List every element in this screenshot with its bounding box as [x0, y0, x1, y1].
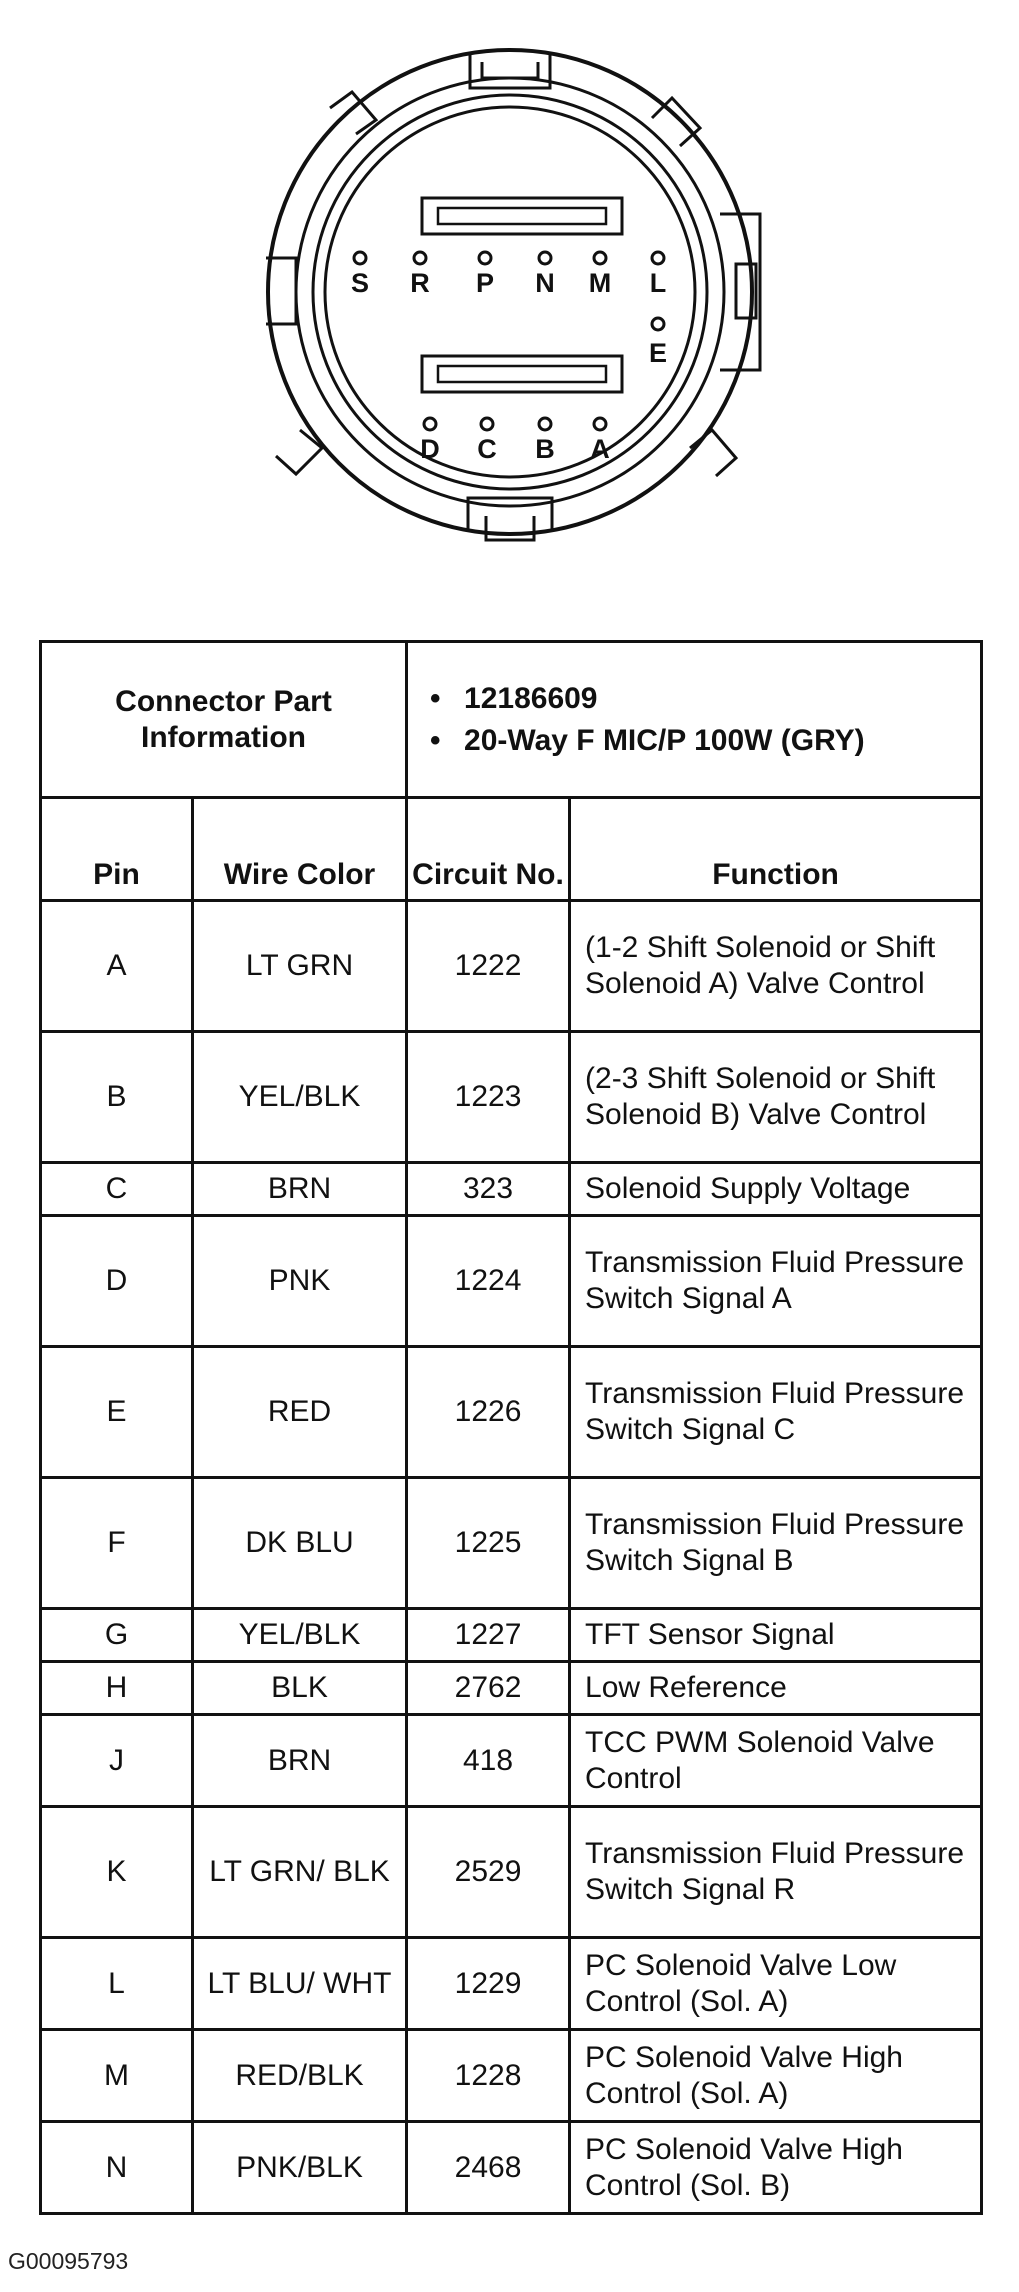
- function-cell: PC Solenoid Valve High Control (Sol. B): [570, 2122, 982, 2214]
- table-row: [41, 1163, 982, 1216]
- header-pin: Pin: [41, 798, 193, 901]
- connector-info-label: Connector Part Information: [41, 642, 407, 798]
- header-function: Function: [570, 798, 982, 901]
- bullet-icon: •: [430, 723, 441, 757]
- circuit-no-cell: 2762: [407, 1662, 570, 1715]
- pin-label-top-5: L: [649, 268, 667, 298]
- function-cell: PC Solenoid Valve High Control (Sol. A): [570, 2030, 982, 2122]
- circuit-no-cell: 1223: [407, 1032, 570, 1163]
- table-row: [41, 1662, 982, 1715]
- pin-cell: N: [41, 2122, 193, 2214]
- connector-info-values: [407, 642, 982, 798]
- header-wire-color: Wire Color: [193, 798, 407, 901]
- function-cell: Low Reference: [570, 1662, 982, 1715]
- table-header-row: [41, 798, 982, 901]
- pin-label-top-4: M: [588, 268, 612, 298]
- table-row: [41, 2030, 982, 2122]
- wire-color-cell: PNK: [193, 1216, 407, 1347]
- function-cell: (1-2 Shift Solenoid or Shift Solenoid A) Valve Control: [570, 901, 982, 1032]
- table-row: [41, 1609, 982, 1662]
- wire-color-cell: PNK/BLK: [193, 2122, 407, 2214]
- table-row: [41, 1478, 982, 1609]
- pin-label-top-2: P: [475, 268, 495, 298]
- circuit-no-cell: 2468: [407, 2122, 570, 2214]
- circuit-no-cell: 418: [407, 1715, 570, 1807]
- function-cell: TCC PWM Solenoid Valve Control: [570, 1715, 982, 1807]
- table-row: [41, 2122, 982, 2214]
- circuit-no-cell: 1226: [407, 1347, 570, 1478]
- circuit-no-cell: 1224: [407, 1216, 570, 1347]
- pin-label-bottom-3: A: [590, 434, 610, 464]
- function-cell: Transmission Fluid Pressure Switch Signal C: [570, 1347, 982, 1478]
- wire-color-cell: RED/BLK: [193, 2030, 407, 2122]
- circuit-no-cell: 1228: [407, 2030, 570, 2122]
- connector-part-number: 12186609: [464, 681, 598, 715]
- connector-description: 20-Way F MIC/P 100W (GRY): [464, 723, 865, 757]
- table-row: [41, 901, 982, 1032]
- function-cell: TFT Sensor Signal: [570, 1609, 982, 1662]
- wire-color-cell: BRN: [193, 1715, 407, 1807]
- table-row: [41, 1032, 982, 1163]
- circuit-no-cell: 323: [407, 1163, 570, 1216]
- function-cell: Transmission Fluid Pressure Switch Signal B: [570, 1478, 982, 1609]
- pin-label-bottom-1: C: [477, 434, 497, 464]
- connector-face-diagram: [0, 0, 1019, 610]
- pin-cell: C: [41, 1163, 193, 1216]
- wire-color-cell: RED: [193, 1347, 407, 1478]
- circuit-no-cell: 1225: [407, 1478, 570, 1609]
- pin-label-top-3: N: [535, 268, 555, 298]
- function-cell: PC Solenoid Valve Low Control (Sol. A): [570, 1938, 982, 2030]
- connector-pinout-table: [39, 640, 983, 2215]
- wire-color-cell: YEL/BLK: [193, 1032, 407, 1163]
- pin-label-side: E: [648, 338, 668, 368]
- pin-cell: E: [41, 1347, 193, 1478]
- table-row: [41, 1216, 982, 1347]
- pin-label-top-0: S: [350, 268, 370, 298]
- table-row: [41, 1938, 982, 2030]
- pin-cell: L: [41, 1938, 193, 2030]
- wire-color-cell: LT BLU/ WHT: [193, 1938, 407, 2030]
- pin-label-top-1: R: [410, 268, 430, 298]
- connector-info-row: [41, 642, 982, 798]
- pin-cell: J: [41, 1715, 193, 1807]
- pin-cell: G: [41, 1609, 193, 1662]
- circuit-no-cell: 2529: [407, 1807, 570, 1938]
- wire-color-cell: DK BLU: [193, 1478, 407, 1609]
- pin-label-bottom-2: B: [535, 434, 555, 464]
- pin-label-bottom-0: D: [420, 434, 440, 464]
- header-circuit-no: Circuit No.: [407, 798, 570, 901]
- pin-cell: K: [41, 1807, 193, 1938]
- pin-cell: F: [41, 1478, 193, 1609]
- figure-id: G00095793: [8, 2248, 129, 2274]
- pin-cell: D: [41, 1216, 193, 1347]
- wire-color-cell: LT GRN: [193, 901, 407, 1032]
- pin-cell: H: [41, 1662, 193, 1715]
- function-cell: Transmission Fluid Pressure Switch Signal R: [570, 1807, 982, 1938]
- wire-color-cell: YEL/BLK: [193, 1609, 407, 1662]
- circuit-no-cell: 1227: [407, 1609, 570, 1662]
- circuit-no-cell: 1229: [407, 1938, 570, 2030]
- function-cell: Solenoid Supply Voltage: [570, 1163, 982, 1216]
- table-row: [41, 1807, 982, 1938]
- table-row: [41, 1347, 982, 1478]
- pin-cell: A: [41, 901, 193, 1032]
- function-cell: (2-3 Shift Solenoid or Shift Solenoid B) Valve Control: [570, 1032, 982, 1163]
- wire-color-cell: LT GRN/ BLK: [193, 1807, 407, 1938]
- pin-cell: M: [41, 2030, 193, 2122]
- wire-color-cell: BLK: [193, 1662, 407, 1715]
- wire-color-cell: BRN: [193, 1163, 407, 1216]
- table-row: [41, 1715, 982, 1807]
- pin-cell: B: [41, 1032, 193, 1163]
- function-cell: Transmission Fluid Pressure Switch Signal A: [570, 1216, 982, 1347]
- bullet-icon: •: [430, 681, 441, 715]
- circuit-no-cell: 1222: [407, 901, 570, 1032]
